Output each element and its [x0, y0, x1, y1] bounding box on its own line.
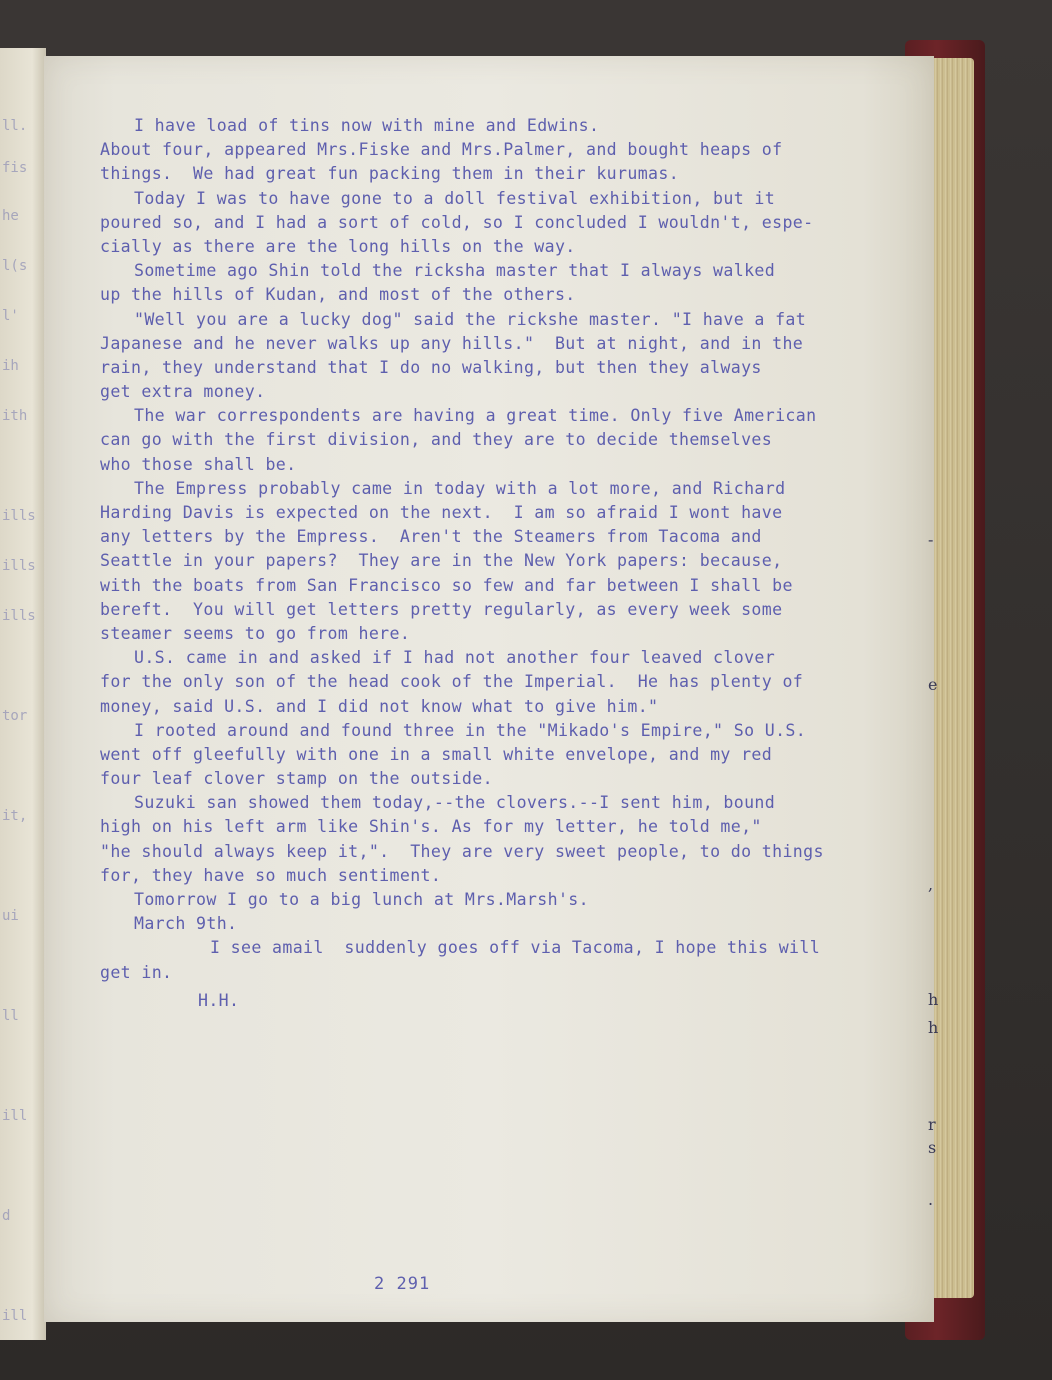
- text-line: rain, they understand that I do no walking, but then they always: [100, 357, 762, 377]
- text-line: Suzuki san showed them today,--the clovers.--I sent him, bound: [134, 793, 776, 813]
- text-line: money, said U.S. and I did not know what to give him.": [100, 696, 659, 716]
- text-line: for the only son of the head cook of the Imperial. He has plenty of: [100, 672, 804, 692]
- text-line: "Well you are a lucky dog" said the rickshe master. "I have a fat: [134, 309, 807, 329]
- text-line: I see amail suddenly goes off via Tacoma, I hope this will: [210, 938, 821, 958]
- text-line: cially as there are the long hills on the way.: [100, 236, 576, 256]
- page-edge-marks: - e , h h r s .: [928, 530, 939, 1209]
- typed-letter-text: [100, 114, 940, 1013]
- text-line: The Empress probably came in today with a lot more, and Richard: [134, 478, 786, 498]
- text-line: steamer seems to go from here.: [100, 623, 411, 643]
- text-line: up the hills of Kudan, and most of the others.: [100, 285, 576, 305]
- text-line: who those shall be.: [100, 454, 297, 474]
- text-line: poured so, and I had a sort of cold, so I concluded I wouldn't, espe-: [100, 212, 814, 232]
- text-line: any letters by the Empress. Aren't the Steamers from Tacoma and: [100, 527, 762, 547]
- page-number: 2 291: [374, 1274, 431, 1294]
- text-line: get extra money.: [100, 382, 266, 402]
- text-line: bereft. You will get letters pretty regularly, as every week some: [100, 599, 783, 619]
- text-line: "he should always keep it,". They are very sweet people, to do things: [100, 841, 824, 861]
- text-line: I rooted around and found three in the "Mikado's Empire," So U.S.: [134, 720, 807, 740]
- text-line: things. We had great fun packing them in their kurumas.: [100, 164, 680, 184]
- text-line: went off gleefully with one in a small white envelope, and my red: [100, 744, 773, 764]
- text-line: About four, appeared Mrs.Fiske and Mrs.Palmer, and bought heaps of: [100, 140, 783, 160]
- text-line: March 9th.: [134, 914, 238, 934]
- text-line: H.H.: [198, 990, 240, 1010]
- text-line: with the boats from San Francisco so few and far between I shall be: [100, 575, 793, 595]
- text-line: Sometime ago Shin told the ricksha master that I always walked: [134, 261, 776, 281]
- facing-page-edge: ll. fis he l(s l' ih ith ills ills ills tor it, ui ll ill d ill: [0, 48, 46, 1340]
- text-line: get in.: [100, 962, 173, 982]
- text-line: Tomorrow I go to a big lunch at Mrs.Marsh's.: [134, 890, 589, 909]
- text-line: Seattle in your papers? They are in the New York papers: because,: [100, 551, 783, 571]
- text-line: high on his left arm like Shin's. As for my letter, he told me,": [100, 817, 762, 837]
- text-line: I have load of tins now with mine and Edwins.: [134, 116, 600, 135]
- text-line: four leaf clover stamp on the outside.: [100, 769, 493, 789]
- text-line: The war correspondents are having a great time. Only five American: [134, 406, 817, 426]
- text-line: Japanese and he never walks up any hills." But at night, and in the: [100, 333, 804, 353]
- text-line: for, they have so much sentiment.: [100, 865, 442, 885]
- text-line: U.S. came in and asked if I had not another four leaved clover: [134, 648, 776, 668]
- document-page: [44, 56, 934, 1322]
- text-line: can go with the first division, and they are to decide themselves: [100, 430, 773, 450]
- text-line: Harding Davis is expected on the next. I am so afraid I wont have: [100, 503, 783, 522]
- text-line: Today I was to have gone to a doll festival exhibition, but it: [134, 188, 776, 208]
